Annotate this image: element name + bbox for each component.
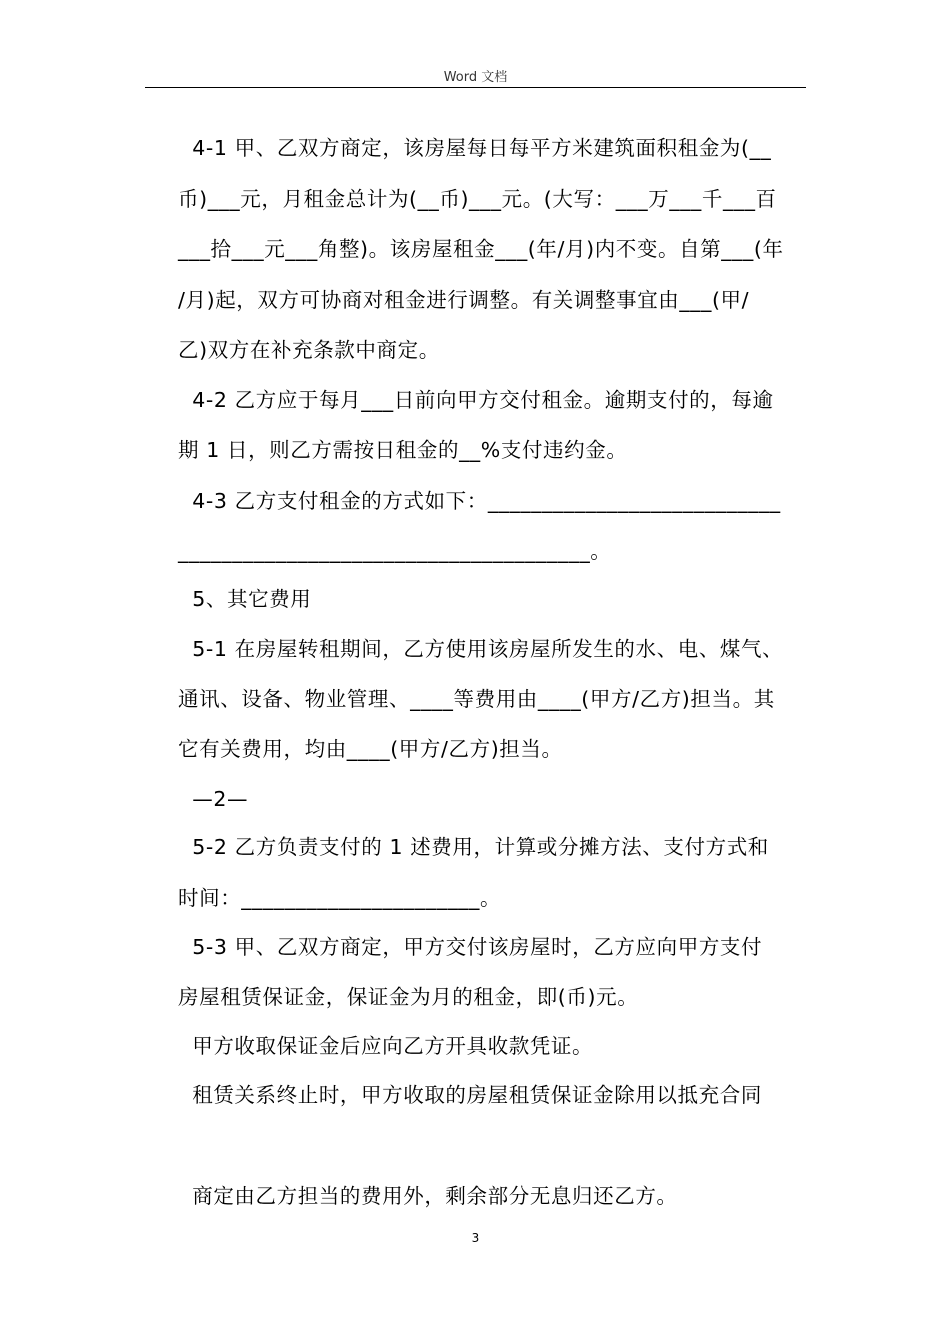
body-line: 房屋租赁保证金，保证金为月的租金，即(币)元。	[178, 985, 639, 1009]
body-line: 租赁关系终止时，甲方收取的房屋租赁保证金除用以抵充合同	[178, 1083, 762, 1107]
body-line: 币)___元，月租金总计为(__币)___元。(大写：___万___千___百	[178, 187, 777, 211]
body-line: /月)起，双方可协商对租金进行调整。有关调整事宜由___(甲/	[178, 288, 750, 312]
section-heading: 5、其它费用	[178, 587, 312, 611]
body-line: 5-1 在房屋转租期间，乙方使用该房屋所发生的水、电、煤气、	[178, 637, 784, 661]
body-line: 乙)双方在补充条款中商定。	[178, 338, 440, 362]
body-line: 通讯、设备、物业管理、____等费用由____(甲方/乙方)担当。其	[178, 687, 775, 711]
inline-page-marker: —2—	[178, 787, 249, 811]
body-line: ___拾___元___角整)。该房屋租金___(年/月)内不变。自第___(年	[178, 237, 784, 261]
header-rule	[145, 87, 806, 88]
page-header: Word 文档	[443, 70, 508, 85]
body-line: 5-3 甲、乙双方商定，甲方交付该房屋时，乙方应向甲方支付	[178, 935, 763, 959]
body-line: 时间：______________________。	[178, 886, 502, 910]
body-line: 期 1 日，则乙方需按日租金的__%支付违约金。	[178, 438, 628, 462]
body-line: 它有关费用，均由____(甲方/乙方)担当。	[178, 737, 563, 761]
body-line: 甲方收取保证金后应向乙方开具收款凭证。	[178, 1034, 594, 1058]
body-line: ______________________________________。	[178, 539, 612, 563]
body-line: 商定由乙方担当的费用外，剩余部分无息归还乙方。	[178, 1184, 678, 1208]
body-line: 4-2 乙方应于每月___日前向甲方交付租金。逾期支付的，每逾	[178, 388, 774, 412]
body-line: 4-3 乙方支付租金的方式如下：___________________________	[178, 489, 781, 513]
body-line: 4-1 甲、乙双方商定，该房屋每日每平方米建筑面积租金为(__	[178, 136, 772, 160]
page-number: 3	[471, 1231, 480, 1245]
body-line: 5-2 乙方负责支付的 1 述费用，计算或分摊方法、支付方式和	[178, 835, 769, 859]
